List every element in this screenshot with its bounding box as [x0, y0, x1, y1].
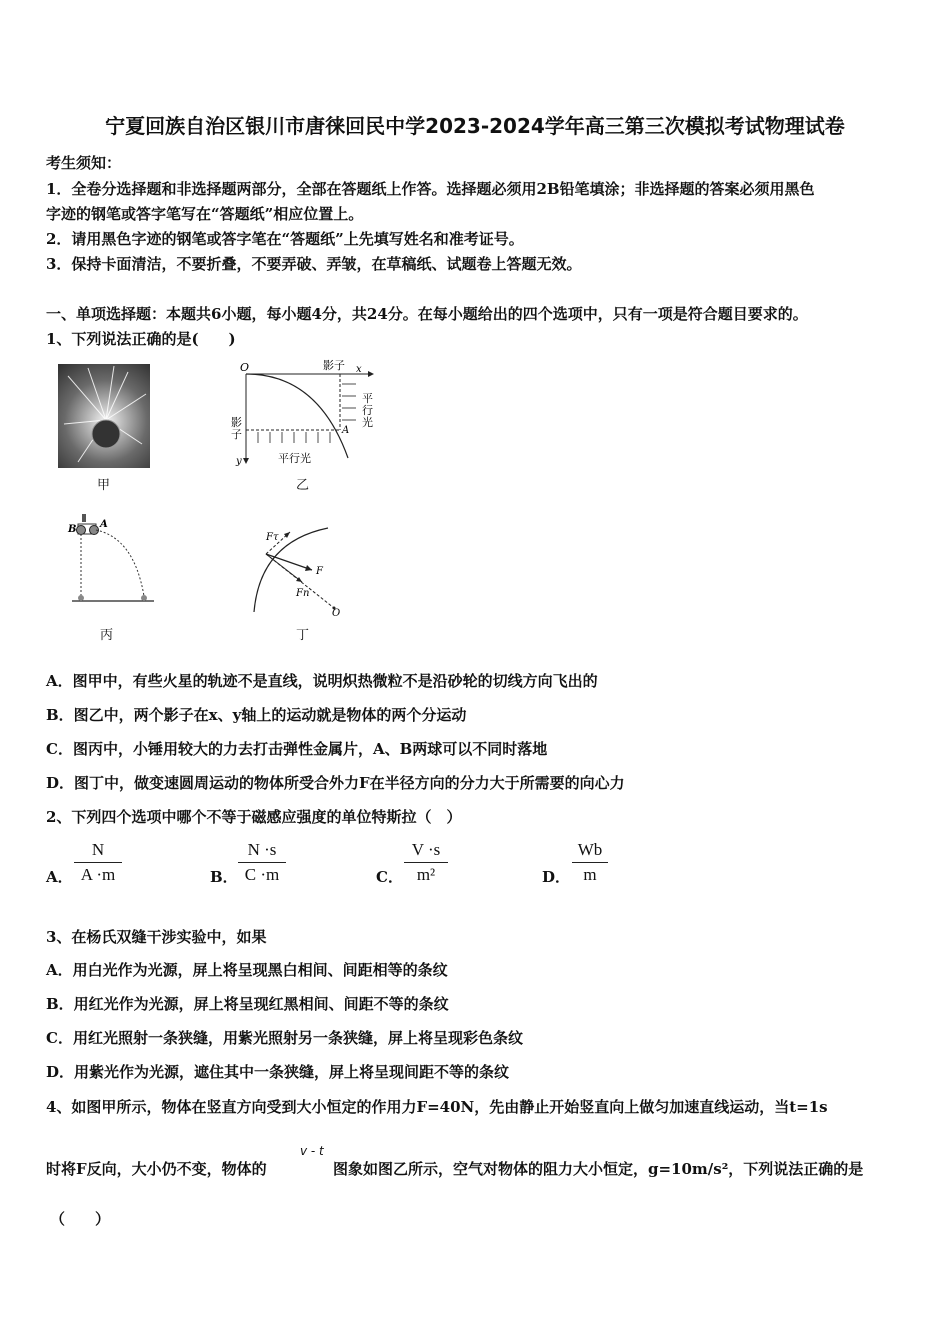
fraction-denominator: m² — [416, 865, 436, 884]
label-b: B — [68, 524, 77, 535]
label-f: F — [316, 566, 323, 577]
q2-stem: 2、下列四个选项中哪个不等于磁感应强度的单位特斯拉（ ） — [46, 808, 462, 826]
figure-bing-diagram — [66, 512, 156, 606]
fraction-denominator: m — [583, 865, 597, 884]
q1-option-c[interactable]: C．图丙中，小锤用较大的力去打击弹性金属片，A、B两球可以不同时落地 — [46, 740, 548, 758]
paper-title: 宁夏回族自治区银川市唐徕回民中学2023-2024学年高三第三次模拟考试物理试卷 — [105, 114, 845, 138]
fraction-numerator: N — [74, 838, 122, 863]
q2-option-d-fraction[interactable] — [572, 838, 608, 887]
label-xing: 行 — [362, 404, 373, 417]
q2-option-c-label[interactable]: C． — [376, 868, 403, 886]
fraction-numerator: N ·s — [238, 838, 286, 863]
label-zi: 子 — [231, 428, 242, 441]
q2-option-a-label[interactable]: A． — [46, 868, 73, 886]
label-a: A — [342, 425, 350, 436]
q3-option-c[interactable]: C．用红光照射一条狭缝，用紫光照射另一条狭缝，屏上将呈现彩色条纹 — [46, 1029, 523, 1047]
figure-ding-diagram — [240, 524, 340, 616]
label-o: O — [240, 361, 250, 374]
label-a: A — [100, 519, 108, 530]
section-heading: 一、单项选择题：本题共6小题，每小题4分，共24分。在每小题给出的四个选项中，只有一项是符合题目要求的。 — [46, 305, 808, 323]
label-ying: 影 — [231, 416, 242, 429]
figure-yi-caption: 乙 — [296, 478, 310, 493]
q2-option-a-fraction[interactable] — [74, 838, 122, 887]
q2-option-b-fraction[interactable] — [238, 838, 286, 887]
q1-option-b[interactable]: B．图乙中，两个影子在x、y轴上的运动就是物体的两个分运动 — [46, 706, 467, 724]
notice-item-1-cont: 字迹的钢笔或答字笔写在“答题纸”相应位置上。 — [46, 205, 364, 223]
q4-vt-symbol: v - t — [300, 1144, 324, 1158]
q2-option-c-fraction[interactable] — [404, 838, 448, 887]
label-shadow-top: 影子 — [323, 359, 345, 372]
q4-answer-bracket: （ ） — [50, 1210, 111, 1228]
fraction-numerator: V ·s — [404, 838, 448, 863]
notice-item-1: 1．全卷分选择题和非选择题两部分，全部在答题纸上作答。选择题必须用2B铅笔填涂；非选择题的答案必须用黑色 — [46, 180, 815, 198]
ball-b — [77, 526, 86, 535]
q2-option-d-label[interactable]: D． — [542, 868, 571, 886]
label-y: y — [236, 456, 242, 467]
notice-item-3: 3．保持卡面清洁，不要折叠，不要弄破、弄皱，在草稿纸、试题卷上答题无效。 — [46, 255, 582, 273]
label-guang: 光 — [362, 416, 373, 429]
q1-stem: 1、下列说法正确的是( ) — [46, 330, 236, 348]
fraction-denominator: A ·m — [80, 865, 116, 884]
label-fn: Fn — [296, 588, 310, 599]
notice-item-2: 2．请用黑色字迹的钢笔或答字笔在“答题纸”上先填写姓名和准考证号。 — [46, 230, 524, 248]
label-ft: Fτ — [266, 532, 279, 543]
q1-option-d[interactable]: D．图丁中，做变速圆周运动的物体所受合外力F在半径方向的分力大于所需要的向心力 — [46, 774, 625, 792]
figure-ding-caption: 丁 — [296, 628, 310, 643]
fraction-numerator: Wb — [572, 838, 608, 863]
figure-jia-sparks-photo — [58, 364, 150, 468]
label-x: x — [356, 364, 362, 375]
q3-option-d[interactable]: D．用紫光作为光源，遮住其中一条狭缝，屏上将呈现间距不等的条纹 — [46, 1063, 510, 1081]
q4-stem-line1: 4、如图甲所示，物体在竖直方向受到大小恒定的作用力F=40N，先由静止开始竖直向上做匀加速直线运动，当t=1s — [46, 1098, 828, 1116]
q4-stem-line2-b: 图象如图乙所示，空气对物体的阻力大小恒定，g=10m/s²，下列说法正确的是 — [333, 1160, 864, 1178]
q3-option-b[interactable]: B．用红光作为光源，屏上将呈现红黑相间、间距不等的条纹 — [46, 995, 449, 1013]
figure-jia-caption: 甲 — [97, 478, 111, 493]
figure-yi-diagram — [228, 358, 378, 468]
q3-option-a[interactable]: A．用白光作为光源，屏上将呈现黑白相间、间距相等的条纹 — [46, 961, 448, 979]
q1-option-a[interactable]: A．图甲中，有些火星的轨迹不是直线，说明炽热微粒不是沿砂轮的切线方向飞出的 — [46, 672, 598, 690]
label-o: O — [332, 608, 340, 616]
sparks-icon — [58, 364, 150, 468]
q4-stem-line2-a: 时将F反向，大小仍不变，物体的 — [46, 1160, 267, 1178]
label-parallel-light: 平行光 — [278, 452, 311, 465]
figure-bing-caption: 丙 — [100, 628, 114, 643]
q2-option-b-label[interactable]: B． — [210, 868, 238, 886]
label-ping: 平 — [362, 392, 373, 405]
trajectory-curve — [246, 374, 348, 458]
q3-stem: 3、在杨氏双缝干涉实验中，如果 — [46, 928, 267, 946]
fraction-denominator: C ·m — [244, 865, 280, 884]
notice-heading: 考生须知： — [46, 154, 122, 172]
